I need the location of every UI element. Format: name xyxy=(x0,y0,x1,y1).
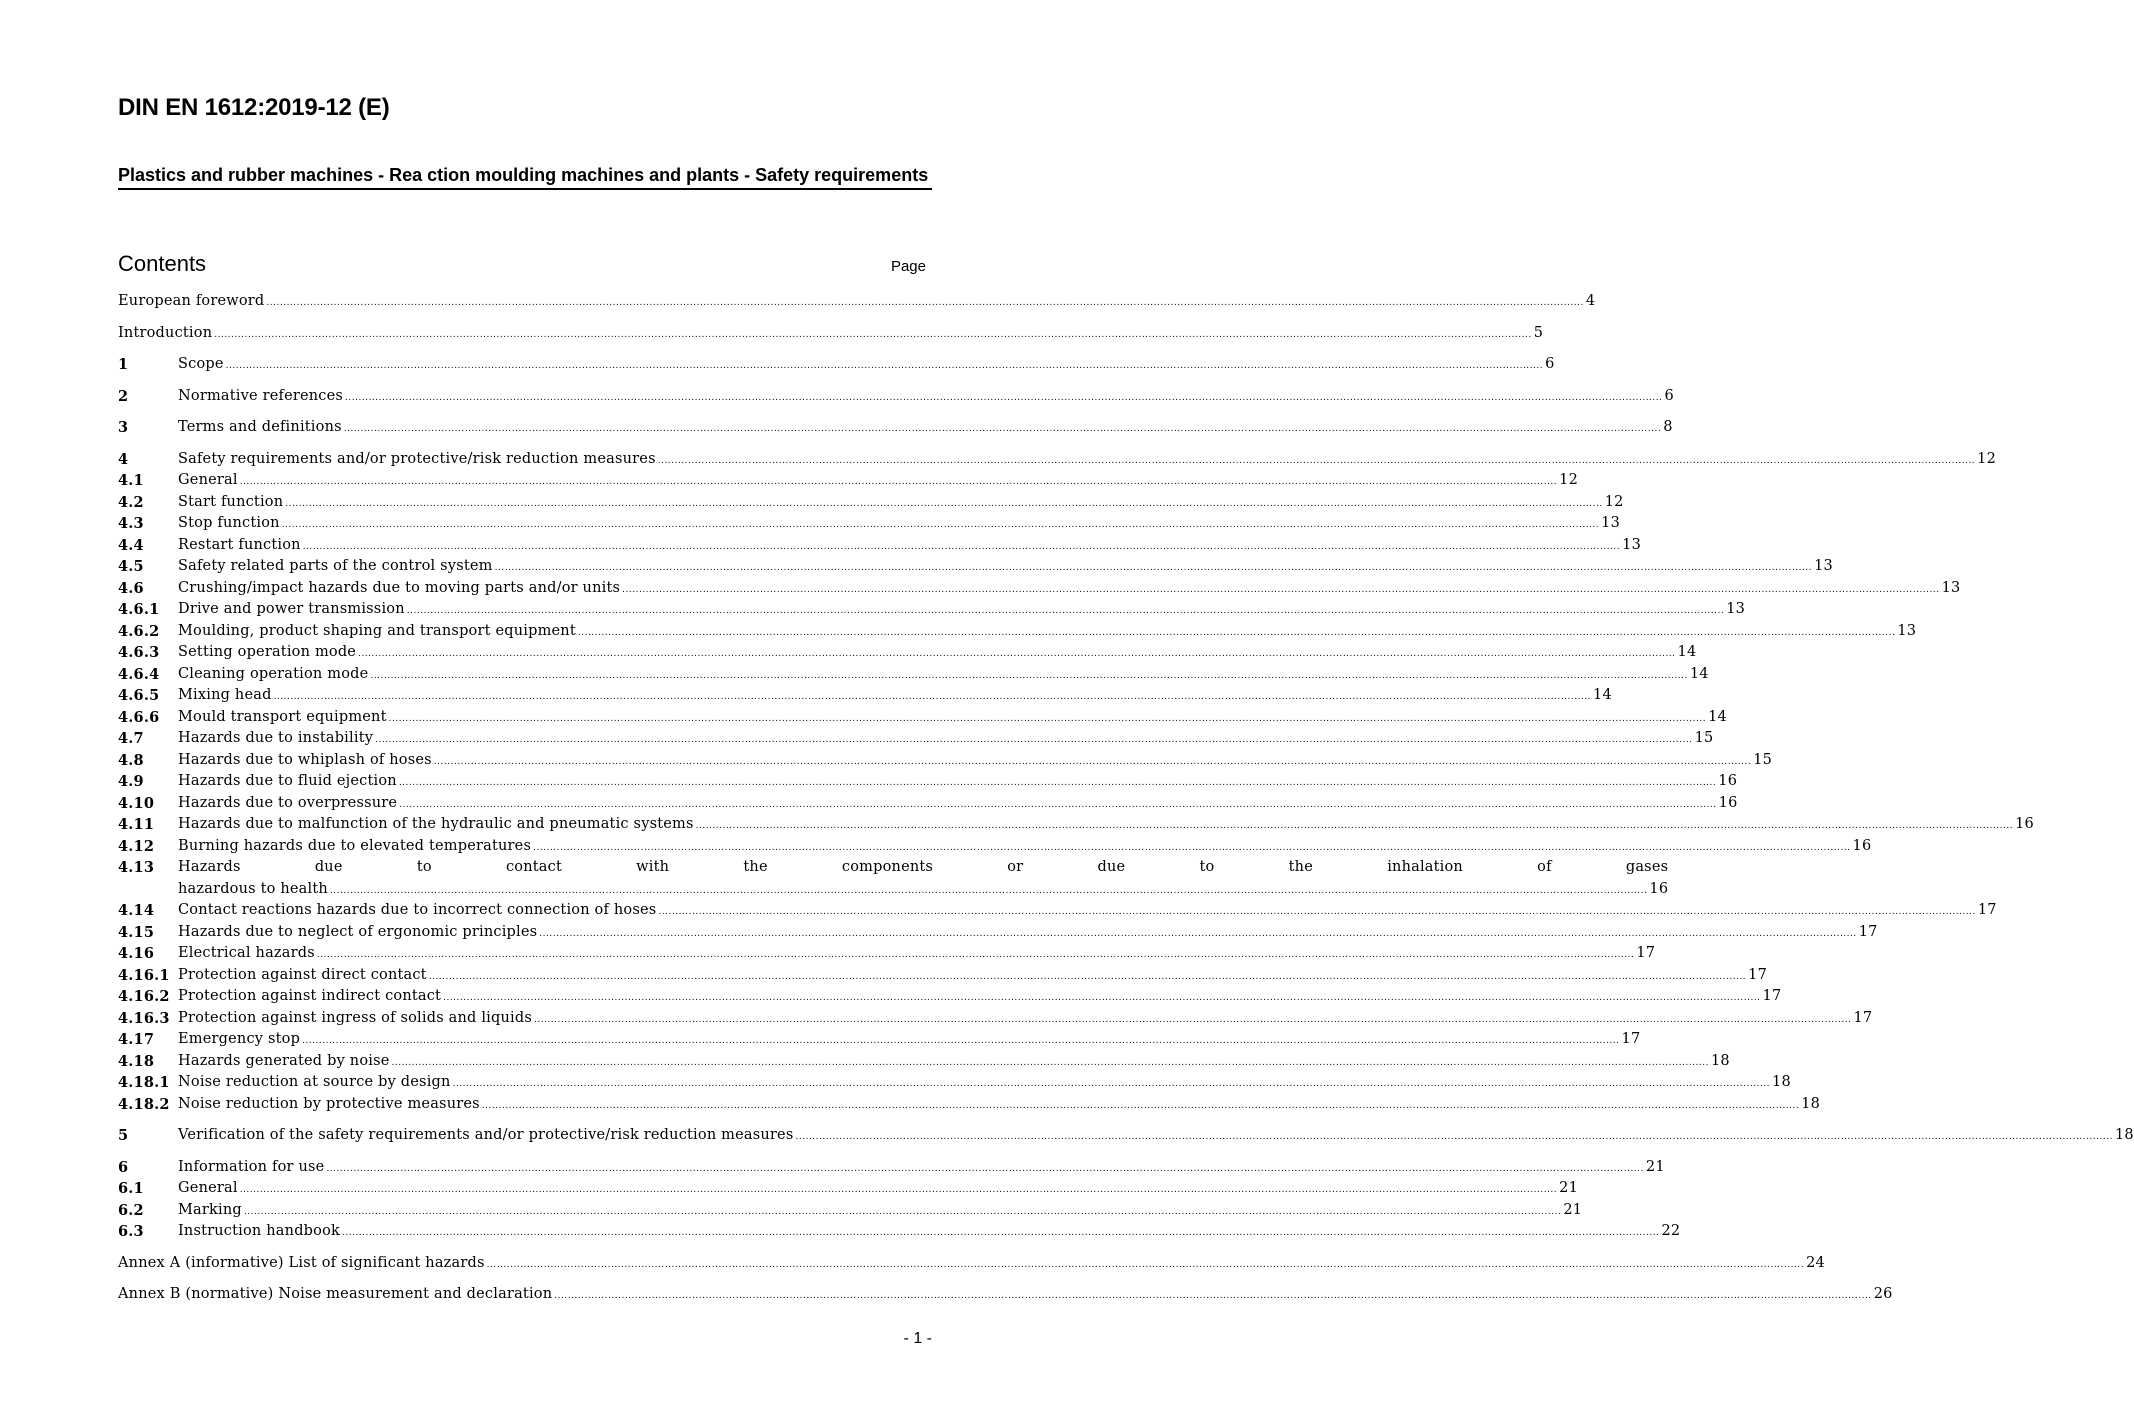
toc-entry-title: Crushing/impact hazards due to moving parts and/or units xyxy=(178,579,621,596)
toc-entry-4-9[interactable] xyxy=(118,771,1738,793)
toc-entry-title: Setting operation mode xyxy=(178,644,357,660)
toc-entry-number: 4.6.2 xyxy=(118,622,160,640)
toc-entry-title-line1: Hazards due to contact with the components or due to the inhalation of gases xyxy=(178,859,1669,875)
toc-leader-dots xyxy=(302,1029,1619,1051)
toc-entry-page: 13 xyxy=(1814,558,1833,574)
toc-entry-number: 5 xyxy=(118,1127,129,1144)
toc-entry-page: 13 xyxy=(1897,622,1917,639)
toc-leader-dots xyxy=(214,323,1531,345)
toc-entry-4-16-2[interactable] xyxy=(118,986,1782,1008)
toc-entry-4-16[interactable] xyxy=(118,943,1656,965)
toc-entry-page: 6 xyxy=(1545,356,1555,372)
toc-entry-number: 4.18 xyxy=(118,1052,155,1070)
toc-entry-european-foreword[interactable] xyxy=(118,291,1596,313)
toc-entry-1[interactable] xyxy=(118,354,1555,376)
toc-entry-4-8[interactable] xyxy=(118,750,1773,772)
toc-leader-dots xyxy=(429,965,1746,987)
toc-entry-page: 16 xyxy=(1718,773,1738,789)
toc-entry-4-18[interactable] xyxy=(118,1051,1730,1073)
toc-entry-4-6-4[interactable] xyxy=(118,664,1709,686)
toc-entry-title: Safety requirements and/or protective/risk reduction measures xyxy=(178,450,656,467)
toc-entry-page: 4 xyxy=(1585,293,1596,309)
toc-entry-4-3[interactable] xyxy=(118,513,1620,535)
toc-entry-page: 8 xyxy=(1663,419,1673,435)
toc-leader-dots xyxy=(399,771,1716,793)
toc-entry-4-18-1[interactable] xyxy=(118,1072,1791,1094)
toc-leader-dots xyxy=(303,535,1620,557)
toc-entry-number: 4.6.5 xyxy=(118,687,160,704)
toc-leader-dots xyxy=(274,685,1591,707)
toc-entry-4[interactable] xyxy=(118,449,1997,471)
toc-entry-4-15[interactable] xyxy=(118,922,1878,944)
toc-entry-number: 4.7 xyxy=(118,730,144,747)
toc-entry-title: Hazards generated by noise xyxy=(178,1052,390,1069)
toc-entry-number: 4.4 xyxy=(118,536,144,554)
toc-entry-number: 4.6 xyxy=(118,579,144,597)
toc-entry-number: 4.16 xyxy=(118,945,155,962)
toc-leader-dots xyxy=(487,1253,1804,1275)
toc-entry-title: Start function xyxy=(178,493,284,510)
toc-entry-page: 14 xyxy=(1708,708,1727,725)
toc-entry-number: 4.8 xyxy=(118,751,144,769)
document-title: DIN EN 1612:2019-12 (E) xyxy=(118,94,390,121)
toc-entry-page: 14 xyxy=(1677,644,1697,660)
toc-leader-dots xyxy=(399,793,1716,815)
toc-leader-dots xyxy=(330,879,1647,901)
toc-entry-page: 17 xyxy=(1853,1009,1873,1026)
toc-entry-4-16-1[interactable] xyxy=(118,965,1768,987)
document-subtitle: Plastics and rubber machines - Rea ction moulding machines and plants - Safety requirements xyxy=(118,164,932,190)
toc-entry-title: Hazards due to neglect of ergonomic principles xyxy=(178,923,538,940)
toc-leader-dots xyxy=(326,1157,1643,1179)
toc-entry-page: 18 xyxy=(1710,1052,1730,1069)
toc-entry-4-17[interactable] xyxy=(118,1029,1641,1051)
toc-leader-dots xyxy=(244,1200,1561,1222)
toc-entry-title: Hazards due to overpressure xyxy=(178,794,398,811)
toc-entry-title: Noise reduction by protective measures xyxy=(178,1095,480,1112)
toc-leader-dots xyxy=(658,900,1975,922)
toc-leader-dots xyxy=(392,1051,1709,1073)
toc-leader-dots xyxy=(495,556,1812,578)
toc-leader-dots xyxy=(226,354,1543,376)
toc-entry-number: 4.2 xyxy=(118,493,144,511)
page-column-heading: Page xyxy=(890,258,926,275)
toc-leader-dots xyxy=(534,1008,1851,1030)
toc-entry-number: 4.17 xyxy=(118,1031,155,1048)
toc-entry-number: 6.2 xyxy=(118,1201,144,1219)
toc-entry-page: 13 xyxy=(1726,601,1746,617)
toc-entry-page: 12 xyxy=(1604,493,1624,510)
toc-entry-4-6[interactable] xyxy=(118,578,1961,600)
toc-entry-6-3[interactable] xyxy=(118,1221,1681,1243)
toc-leader-dots xyxy=(453,1072,1770,1094)
toc-entry-4-4[interactable] xyxy=(118,535,1641,557)
toc-entry-annex-b[interactable] xyxy=(118,1284,1893,1306)
toc-entry-page: 17 xyxy=(1977,902,1997,918)
toc-entry-number: 4.6.4 xyxy=(118,665,160,683)
toc-entry-title: Contact reactions hazards due to incorrect connection of hoses xyxy=(178,902,657,918)
toc-entry-page: 13 xyxy=(1601,515,1620,531)
toc-entry-page: 18 xyxy=(2114,1127,2134,1143)
toc-entry-page: 17 xyxy=(1858,923,1878,940)
toc-entry-title: Normative references xyxy=(178,387,344,404)
toc-entry-title: Burning hazards due to elevated temperatures xyxy=(178,837,532,854)
toc-entry-page: 6 xyxy=(1664,387,1674,404)
toc-entry-page: 16 xyxy=(1649,880,1669,897)
toc-entry-4-6-2[interactable] xyxy=(118,621,1917,643)
toc-entry-title: Safety related parts of the control system xyxy=(178,558,493,574)
toc-entry-title: Cleaning operation mode xyxy=(178,665,369,682)
toc-entry-page: 13 xyxy=(1622,536,1641,553)
toc-entry-page: 12 xyxy=(1977,450,1997,467)
toc-entry-4-6-5[interactable] xyxy=(118,685,1612,707)
toc-entry-page: 26 xyxy=(1873,1286,1893,1302)
toc-entry-title: Annex B (normative) Noise measurement and declaration xyxy=(118,1286,553,1302)
toc-entry-6-1[interactable] xyxy=(118,1178,1579,1200)
toc-leader-dots xyxy=(358,642,1675,664)
toc-entry-number: 4.15 xyxy=(118,923,155,941)
toc-entry-annex-a[interactable] xyxy=(118,1253,1825,1275)
toc-entry-page: 16 xyxy=(2015,816,2034,832)
toc-entry-4-5[interactable] xyxy=(118,556,1833,578)
toc-entry-number: 4.13 xyxy=(118,859,155,876)
toc-entry-4-6-6[interactable] xyxy=(118,707,1727,729)
toc-leader-dots xyxy=(266,291,1583,313)
toc-entry-number: 4.10 xyxy=(118,794,155,812)
toc-leader-dots xyxy=(539,922,1856,944)
toc-entry-page: 17 xyxy=(1762,988,1782,1004)
toc-leader-dots xyxy=(317,943,1634,965)
toc-entry-6[interactable] xyxy=(118,1157,1665,1179)
toc-entry-title: Scope xyxy=(178,356,224,372)
toc-entry-page: 21 xyxy=(1559,1180,1579,1196)
toc-leader-dots xyxy=(240,1178,1557,1200)
toc-entry-number: 4.16.2 xyxy=(118,988,170,1005)
toc-entry-number: 4.18.1 xyxy=(118,1074,170,1091)
toc-leader-dots xyxy=(240,470,1557,492)
toc-leader-dots xyxy=(285,492,1602,514)
toc-entry-page: 22 xyxy=(1661,1223,1681,1239)
toc-leader-dots xyxy=(407,599,1724,621)
toc-entry-title: Introduction xyxy=(118,324,213,341)
table-of-contents xyxy=(118,291,2134,1306)
toc-leader-dots xyxy=(434,750,1751,772)
toc-entry-title: Protection against ingress of solids and liquids xyxy=(178,1009,532,1026)
toc-entry-page: 17 xyxy=(1748,966,1768,983)
toc-entry-number: 4.16.3 xyxy=(118,1009,170,1027)
toc-entry-title: Mixing head xyxy=(178,687,272,703)
toc-entry-title: European foreword xyxy=(118,293,265,309)
toc-leader-dots xyxy=(342,1221,1659,1243)
toc-leader-dots xyxy=(554,1284,1871,1306)
toc-entry-number: 4.18.2 xyxy=(118,1095,170,1113)
toc-leader-dots xyxy=(344,417,1661,439)
toc-entry-title: Electrical hazards xyxy=(178,945,315,961)
toc-entry-4-18-2[interactable] xyxy=(118,1094,1821,1116)
toc-entry-title: Stop function xyxy=(178,515,280,531)
toc-entry-title: Verification of the safety requirements and/or protective/risk reduction measures xyxy=(178,1127,794,1143)
toc-leader-dots xyxy=(658,449,1975,471)
toc-entry-title: Emergency stop xyxy=(178,1031,301,1047)
toc-entry-4-7[interactable] xyxy=(118,728,1714,750)
toc-entry-page: 16 xyxy=(1718,794,1738,811)
toc-entry-page: 14 xyxy=(1593,687,1612,703)
toc-entry-number: 6 xyxy=(118,1158,129,1176)
toc-entry-number: 6.1 xyxy=(118,1180,144,1197)
toc-entry-number: 1 xyxy=(118,356,129,373)
toc-entry-title: Hazards due to fluid ejection xyxy=(178,773,397,789)
toc-entry-number: 3 xyxy=(118,419,129,436)
toc-entry-page: 21 xyxy=(1645,1158,1665,1175)
toc-entry-title: Marking xyxy=(178,1201,242,1218)
toc-leader-dots xyxy=(533,836,1850,858)
toc-entry-2[interactable] xyxy=(118,386,1674,408)
toc-leader-dots xyxy=(696,814,2013,836)
toc-entry-number: 2 xyxy=(118,387,129,405)
toc-entry-number: 4 xyxy=(118,450,129,468)
contents-heading: Contents xyxy=(118,251,207,276)
toc-entry-4-1[interactable] xyxy=(118,470,1579,492)
toc-entry-number: 4.6.6 xyxy=(118,708,160,726)
toc-entry-page: 16 xyxy=(1852,837,1872,854)
toc-entry-page: 15 xyxy=(1753,751,1773,768)
toc-entry-title-line2: hazardous to health xyxy=(178,880,328,897)
toc-entry-page: 15 xyxy=(1694,730,1714,746)
toc-entry-6-2[interactable] xyxy=(118,1200,1583,1222)
toc-entry-title: Hazards due to whiplash of hoses xyxy=(178,751,432,768)
page-number-footer: - 1 - xyxy=(903,1330,932,1347)
toc-entry-title: Instruction handbook xyxy=(178,1223,340,1239)
toc-leader-dots xyxy=(282,513,1599,535)
toc-entry-4-12[interactable] xyxy=(118,836,1872,858)
toc-leader-dots xyxy=(622,578,1939,600)
toc-entry-page: 13 xyxy=(1941,579,1961,596)
toc-entry-page: 21 xyxy=(1563,1201,1583,1218)
toc-entry-4-16-3[interactable] xyxy=(118,1008,1873,1030)
toc-entry-page: 5 xyxy=(1533,324,1544,341)
toc-entry-4-6-1[interactable] xyxy=(118,599,1746,621)
toc-entry-number: 4.3 xyxy=(118,515,144,532)
toc-entry-number: 4.6.1 xyxy=(118,601,160,618)
toc-entry-title: Information for use xyxy=(178,1158,325,1175)
toc-entry-introduction[interactable] xyxy=(118,323,1544,345)
toc-leader-dots xyxy=(375,728,1692,750)
toc-entry-title: Hazards due to instability xyxy=(178,730,374,746)
toc-entry-title: Restart function xyxy=(178,536,301,553)
toc-entry-title: General xyxy=(178,472,238,488)
toc-entry-3[interactable] xyxy=(118,417,1673,439)
toc-entry-number: 4.14 xyxy=(118,902,155,919)
toc-entry-number: 4.1 xyxy=(118,472,144,489)
toc-entry-title: Moulding, product shaping and transport equipment xyxy=(178,622,576,639)
toc-entry-title: Mould transport equipment xyxy=(178,708,387,725)
toc-entry-title: Terms and definitions xyxy=(178,419,342,435)
toc-entry-number: 6.3 xyxy=(118,1223,144,1240)
toc-entry-4-11[interactable] xyxy=(118,814,2034,836)
toc-entry-number: 4.6.3 xyxy=(118,644,160,661)
toc-entry-number: 4.9 xyxy=(118,773,144,790)
toc-entry-4-10[interactable] xyxy=(118,793,1738,815)
toc-entry-4-14[interactable] xyxy=(118,900,1997,922)
toc-entry-title: Protection against indirect contact xyxy=(178,988,442,1004)
toc-entry-page: 24 xyxy=(1806,1254,1825,1271)
toc-leader-dots xyxy=(345,386,1662,408)
toc-leader-dots xyxy=(482,1094,1799,1116)
toc-entry-title: Protection against direct contact xyxy=(178,966,427,983)
toc-entry-number: 4.11 xyxy=(118,816,155,833)
toc-entry-4-2[interactable] xyxy=(118,492,1624,514)
toc-entry-4-13[interactable] xyxy=(118,857,1669,900)
toc-entry-number: 4.5 xyxy=(118,558,144,575)
toc-entry-title: Hazards due to malfunction of the hydraulic and pneumatic systems xyxy=(178,816,694,832)
toc-entry-page: 12 xyxy=(1559,472,1579,488)
toc-leader-dots xyxy=(389,707,1706,729)
toc-entry-number: 4.16.1 xyxy=(118,966,170,984)
toc-leader-dots xyxy=(370,664,1687,686)
toc-entry-page: 14 xyxy=(1689,665,1709,682)
toc-entry-number: 4.12 xyxy=(118,837,155,855)
toc-entry-page: 18 xyxy=(1801,1095,1821,1112)
toc-leader-dots xyxy=(578,621,1895,643)
toc-entry-title: General xyxy=(178,1180,238,1196)
toc-entry-5[interactable] xyxy=(118,1125,2134,1147)
toc-entry-page: 17 xyxy=(1636,945,1656,961)
toc-leader-dots xyxy=(795,1125,2112,1147)
toc-entry-page: 17 xyxy=(1621,1031,1641,1047)
toc-entry-title: Drive and power transmission xyxy=(178,601,405,617)
toc-entry-page: 18 xyxy=(1772,1074,1791,1090)
toc-entry-title: Noise reduction at source by design xyxy=(178,1074,451,1090)
toc-entry-4-6-3[interactable] xyxy=(118,642,1697,664)
toc-entry-title: Annex A (informative) List of significant hazards xyxy=(118,1254,485,1271)
toc-leader-dots xyxy=(443,986,1760,1008)
